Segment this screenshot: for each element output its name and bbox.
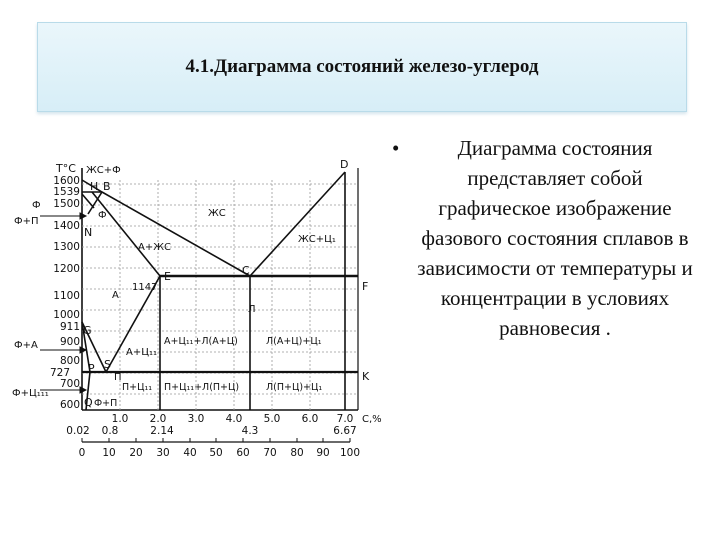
y-tick-label: 1300: [53, 241, 80, 253]
x-tick-label: 2.14: [150, 425, 174, 437]
x-tick-label: 6.67: [333, 425, 357, 437]
left-label-ferrite-austenite: Ф+А: [14, 340, 38, 351]
percent-tick-label: 80: [290, 447, 304, 459]
region-austenite: А: [112, 290, 119, 301]
y-tick-label: 1600: [53, 175, 80, 187]
y-tick-label: 800: [59, 355, 80, 367]
percent-tick-label: 100: [339, 447, 361, 459]
y-tick-label: 1500: [53, 198, 80, 210]
iron-carbon-phase-diagram: [10, 150, 382, 470]
percent-tick-label: 60: [236, 447, 250, 459]
x-tick-label: 2.0: [149, 413, 167, 425]
carbon-axis-title: С,%: [362, 414, 382, 425]
x-tick-labels-key: [66, 425, 356, 437]
x-tick-label: 5.0: [263, 413, 281, 425]
x-tick-label: 3.0: [187, 413, 205, 425]
y-tick-label: 911: [59, 321, 80, 333]
x-tick-label: 6.0: [301, 413, 319, 425]
region-low-mid: П+Ц₁₁+Л(П+Ц): [164, 382, 240, 393]
percent-tick-label: 20: [129, 447, 143, 459]
percent-tick-label: 90: [316, 447, 330, 459]
x-tick-label: 1.0: [111, 413, 129, 425]
region-liquid-cem: ЖС+Ц₁: [298, 234, 336, 245]
region-a-cem: А+Ц₁₁: [126, 347, 158, 358]
left-label-ferrite-cementite: Ф+Ц₁₁₁: [12, 388, 49, 399]
percent-tick-label: 30: [156, 447, 170, 459]
bullet-list: [392, 133, 700, 343]
point-f: F: [362, 280, 369, 293]
region-top-left: ЖС+Ф: [86, 165, 121, 176]
point-k: K: [362, 370, 370, 383]
region-ferrite-pearlite: Ф+П: [94, 398, 118, 409]
x-tick-label: 4.3: [241, 425, 259, 437]
y-tick-label: 1100: [53, 290, 80, 302]
percent-tick-label: 50: [209, 447, 223, 459]
percent-tick-label: 10: [102, 447, 116, 459]
bullet-marker: •: [392, 136, 400, 160]
point-p: P: [88, 362, 95, 375]
left-label-ferrite: Ф: [32, 200, 41, 211]
y-tick-label: 1400: [53, 220, 80, 232]
temp-axis-title: Т°С: [56, 162, 76, 175]
region-low-left: П+Ц₁₁: [122, 382, 153, 393]
point-c: C: [242, 264, 250, 277]
eutectic-temp: 1147: [132, 282, 158, 293]
point-h: H: [90, 180, 99, 193]
point-n: N: [84, 226, 93, 239]
point-s: S: [104, 358, 111, 371]
x-tick-label: 0.02: [66, 425, 90, 437]
region-mid-left: А+Ц₁₁+Л(А+Ц): [164, 336, 238, 347]
ledeburite-mark: Л: [248, 304, 256, 315]
x-tick-label: 0.8: [101, 425, 119, 437]
p-mark: П: [114, 372, 122, 383]
ferrite-small: Ф: [98, 210, 107, 221]
left-label-ferrite-pearlite: Ф+П: [14, 216, 39, 227]
point-b: B: [103, 180, 111, 193]
y-tick-label: 727: [49, 367, 70, 379]
x-tick-labels-c: [112, 413, 354, 425]
y-tick-label: 900: [59, 336, 80, 348]
y-tick-labels: [50, 175, 80, 411]
percent-tick-labels: [79, 447, 360, 459]
percent-tick-label: 70: [263, 447, 277, 459]
liquidus-cd: [250, 172, 345, 276]
point-d: D: [340, 158, 349, 171]
percent-tick-label: 40: [183, 447, 197, 459]
title-banner: [37, 22, 687, 112]
x-tick-label: 4.0: [225, 413, 243, 425]
y-tick-label: 1000: [53, 309, 80, 321]
y-tick-label: 600: [59, 399, 80, 411]
point-e: E: [164, 270, 171, 283]
liquidus-ac: [82, 180, 250, 276]
slide-title: 4.1.Диаграмма состояний железо-углерод: [185, 56, 539, 77]
y-tick-label: 700: [59, 378, 80, 390]
point-q: Q: [84, 396, 93, 409]
region-mid-right: Л(А+Ц)+Ц₁: [266, 336, 322, 347]
left-phase-labels: [12, 200, 49, 399]
y-tick-label: 1539: [53, 186, 80, 198]
region-liquid: ЖС: [208, 208, 226, 219]
point-g: G: [83, 324, 92, 337]
bullet-text: Диаграмма состояния представляет собой графическое изображение фазового состояния сплавов в зависимости от температуры и концентрации в условиях равновесия .: [417, 136, 693, 340]
region-low-right: Л(П+Ц)+Ц₁: [266, 382, 323, 393]
percent-tick-label: 0: [78, 447, 86, 459]
region-a-liquid: А+ЖС: [138, 242, 171, 253]
y-tick-label: 1200: [53, 263, 80, 275]
x-tick-label: 7.0: [336, 413, 354, 425]
